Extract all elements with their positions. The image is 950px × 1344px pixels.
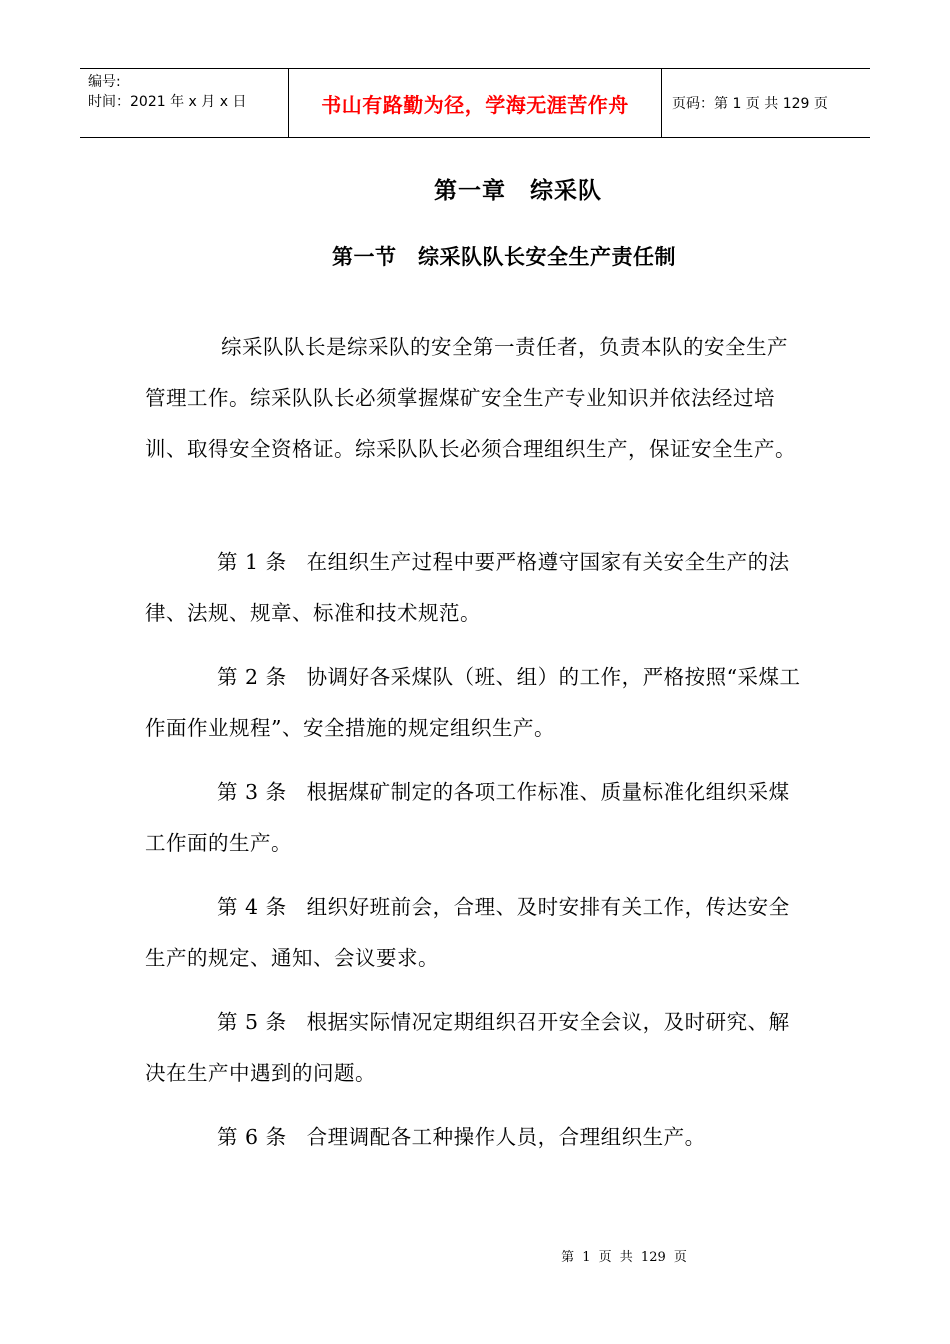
header-motto: 书山有路勤为径，学海无涯苦作舟 (289, 69, 662, 137)
article-5 (145, 997, 805, 1099)
number-label: 编号: (88, 74, 121, 90)
article-number: 第 2 条 (217, 665, 287, 689)
article-number: 第 3 条 (217, 780, 287, 804)
article-number: 第 1 条 (217, 550, 287, 574)
article-text: 协调好各采煤队（班、组）的工作，严格按照“采煤工作面作业规程”、安全措施的规定组织生产。 (145, 665, 801, 740)
intro-paragraph: 综采队队长是综采队的安全第一责任者，负责本队的安全生产管理工作。综采队队长必须掌握煤矿安全生产专业知识并依法经过培训、取得安全资格证。综采队队长必须合理组织生产，保证安全生产。 (145, 335, 796, 461)
header-meta-cell (80, 69, 289, 137)
article-text: 组织好班前会，合理、及时安排有关工作，传达安全生产的规定、通知、会议要求。 (145, 895, 790, 970)
article-text: 在组织生产过程中要严格遵守国家有关安全生产的法律、法规、规章、标准和技术规范。 (145, 550, 790, 625)
article-2 (145, 652, 805, 754)
page-footer: 第 1 页 共 129 页 (561, 1250, 687, 1265)
document-header (80, 68, 870, 138)
section-title: 第一节 综采队队长安全生产责任制 (332, 245, 676, 269)
time-label: 时间：2021 年 x 月 x 日 (88, 94, 247, 110)
article-text: 合理调配各工种操作人员，合理组织生产。 (306, 1125, 706, 1149)
article-number: 第 6 条 (217, 1125, 287, 1149)
header-page-info: 页码：第 1 页 共 129 页 (672, 96, 828, 112)
article-1 (145, 537, 805, 639)
chapter-title: 第一章 综采队 (434, 178, 602, 204)
article-number: 第 4 条 (217, 895, 287, 919)
article-text: 根据煤矿制定的各项工作标准、质量标准化组织采煤工作面的生产。 (145, 780, 790, 855)
article-text: 根据实际情况定期组织召开安全会议，及时研究、解决在生产中遇到的问题。 (145, 1010, 790, 1085)
article-3 (145, 767, 805, 869)
article-4 (145, 882, 805, 984)
article-6 (145, 1112, 805, 1163)
article-number: 第 5 条 (217, 1010, 287, 1034)
